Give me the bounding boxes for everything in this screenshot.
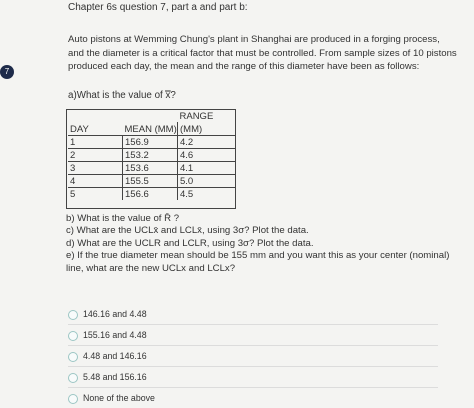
- part-e-text: e) If the true diameter mean should be 155 mm and you want this as your center (nominal) line, what are the new UCLx and LCLx?: [66, 250, 450, 274]
- table-row: [68, 175, 236, 188]
- day-cell: 1: [68, 136, 123, 149]
- table-header-row: [68, 122, 236, 136]
- part-c-text: c) What are the UCLx̄ and LCLx̄, using 3σ? Plot the data.: [66, 225, 309, 237]
- mean-cell: 153.2: [123, 149, 178, 162]
- question-title: Chapter 6s question 7, part a and part b:: [68, 2, 248, 13]
- day-cell: 5: [68, 188, 123, 201]
- day-cell: 3: [68, 162, 123, 175]
- range-cell: 4.1: [178, 162, 237, 175]
- table-header-row: [68, 110, 236, 122]
- table-row: [68, 162, 236, 175]
- question-number-badge: 7: [0, 65, 14, 79]
- table-row: [68, 136, 236, 149]
- answer-option[interactable]: [68, 327, 438, 346]
- radio-button[interactable]: [68, 331, 78, 341]
- option-label: 146.16 and 4.48: [83, 309, 147, 319]
- part-a-text: a)What is the value of x̿?: [68, 90, 176, 101]
- range-cell: 4.2: [178, 136, 237, 149]
- day-header: DAY: [68, 122, 123, 136]
- option-label: 155.16 and 4.48: [83, 330, 147, 340]
- option-label: 5.48 and 156.16: [83, 372, 147, 382]
- question-parts: [66, 213, 466, 275]
- option-label: 4.48 and 146.16: [83, 351, 147, 361]
- range-cell: 5.0: [178, 175, 237, 188]
- part-b-text: b) What is the value of R̄ ?: [66, 213, 180, 224]
- radio-button[interactable]: [68, 352, 78, 362]
- answer-option[interactable]: [68, 390, 438, 408]
- range-header-top: RANGE: [179, 111, 214, 122]
- part-d-text: d) What are the UCLR and LCLR, using 3σ? Plot the data.: [66, 237, 314, 249]
- table-row: [68, 188, 236, 201]
- day-cell: 4: [68, 175, 123, 188]
- mean-cell: 156.6: [123, 188, 178, 201]
- radio-button[interactable]: [68, 394, 78, 404]
- radio-button[interactable]: [68, 310, 78, 320]
- range-cell: 4.6: [178, 149, 237, 162]
- mean-cell: 156.9: [123, 136, 178, 149]
- range-cell: 4.5: [180, 189, 194, 200]
- answer-option[interactable]: [68, 369, 438, 388]
- answer-option[interactable]: [68, 348, 438, 367]
- answer-option[interactable]: [68, 306, 438, 325]
- range-header-bottom: (MM): [178, 122, 237, 136]
- option-label: None of the above: [83, 393, 155, 403]
- radio-button[interactable]: [68, 373, 78, 383]
- mean-header: MEAN (MM): [124, 124, 177, 135]
- question-intro: Auto pistons at Wemming Chung's plant in Shanghai are produced in a forging process, and the diameter is a critical factor that must be controlled. From sample sizes of 10 pistons produced each day, the mean and the range of this diameter have been as follows:: [68, 34, 457, 72]
- day-cell: 2: [68, 149, 123, 162]
- table-row: [68, 149, 236, 162]
- mean-cell: 155.5: [123, 175, 178, 188]
- data-table: [68, 110, 236, 200]
- mean-cell: 153.6: [123, 162, 178, 175]
